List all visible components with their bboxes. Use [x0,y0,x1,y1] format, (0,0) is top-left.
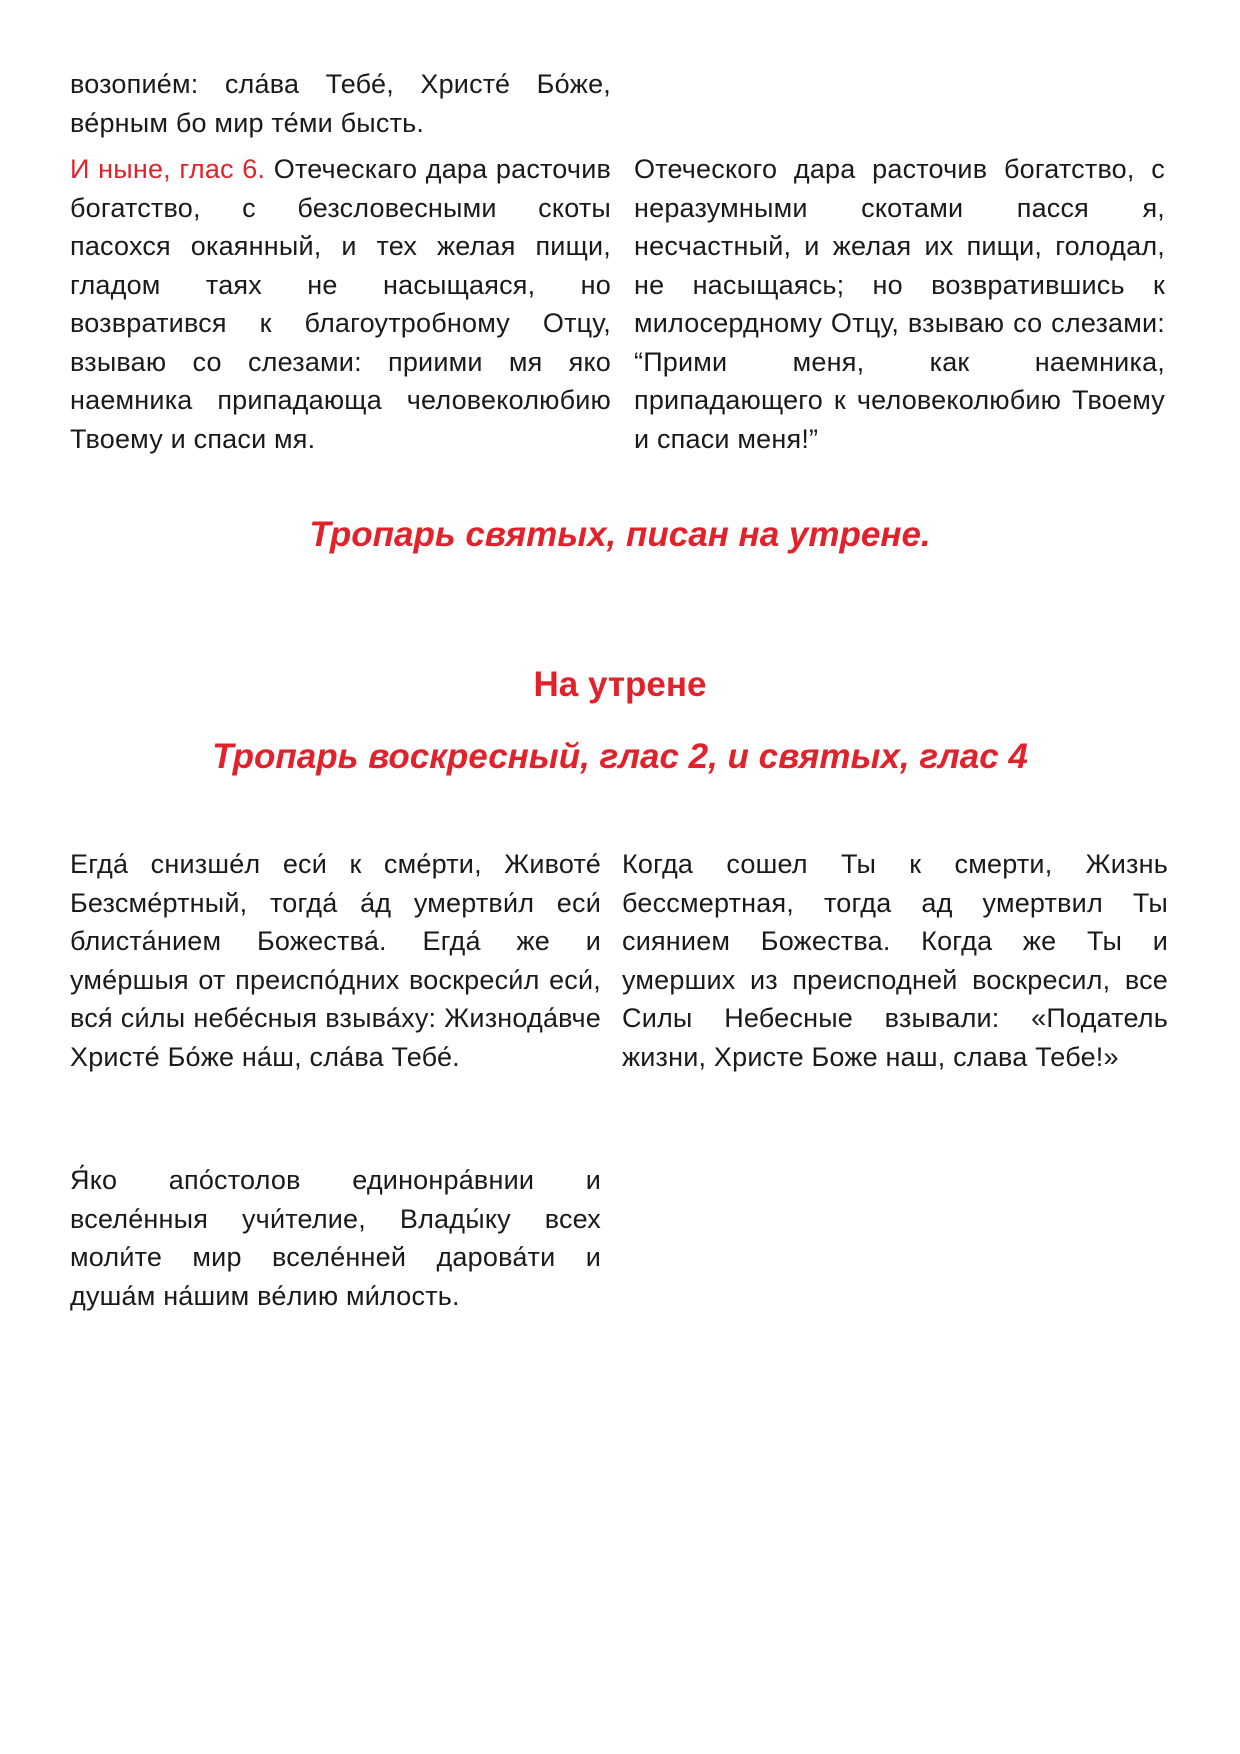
matins-title: На утрене [533,665,707,704]
troparion-slavonic-text: Егда́ снизше́л еси́ к сме́рти, Животе́ Безсме́ртный, тогда́ а́д умертви́л еси́ блиста́нием Божества́. Егда́ же и уме́ршыя от преиспо́дних воскреси́л еси́, вся́ си́лы небе́сныя взыва́ху: Жизнода́вче Христе́ Бо́же на́ш, сла́ва Тебе́. [70,849,601,1072]
saints-troparion-slavonic-text: Я́ко апо́столов единонра́внии и вселе́нныя учи́телие, Влады́ку всех моли́те мир вселе́нней дарова́ти и душа́м на́шим ве́лию ми́лость. [70,1165,601,1311]
i-nyne-slavonic-text: Отеческаго дара расточив богатство, с безсловесными скоты пасохся окаянный, и тех желая пищи, гладом таях не насыщаяся, но возвратився к благоутробному Отцу, взываю со слезами: приими мя яко наемника припадающа человеколюбию Твоему и спаси мя. [70,154,612,454]
saints-troparion-slavonic-column [70,1161,601,1315]
i-nyne-slavonic-paragraph [70,150,611,458]
i-nyne-russian-text: Отеческого дара расточив богатство, с неразумными скотами пасся я, несчастный, и желая их пищи, голодал, не насыщаясь; но возвратившись к милосердному Отцу, взываю со слезами: “Прими меня, как наемника, припадающего к человеколюбию Твоему и спаси меня!” [634,154,1165,454]
matins-subtitle: Тропарь воскресный, глас 2, и святых, глас 4 [212,737,1028,776]
rubric-saints-troparion: Тропарь святых, писан на утрене. [309,515,931,554]
troparion-russian-column [622,845,1168,1076]
continuation-text: возопие́м: сла́ва Тебе́, Христе́ Бо́же, ве́рным бо мир те́ми бысть. [70,69,611,138]
troparion-slavonic-column [70,845,601,1076]
continuation-slavonic [70,65,611,142]
troparion-russian-text: Когда сошел Ты к смерти, Жизнь бессмертная, тогда ад умертвил Ты сиянием Божества. Когда же Ты и умерших из преисподней воскресил, все Силы Небесные взывали: «Податель жизни, Христе Боже наш, слава Тебе!» [622,849,1168,1072]
i-nyne-russian-column [634,150,1165,458]
i-nyne-label: И ныне, глас 6. [70,154,266,184]
i-nyne-slavonic-column [70,150,611,458]
